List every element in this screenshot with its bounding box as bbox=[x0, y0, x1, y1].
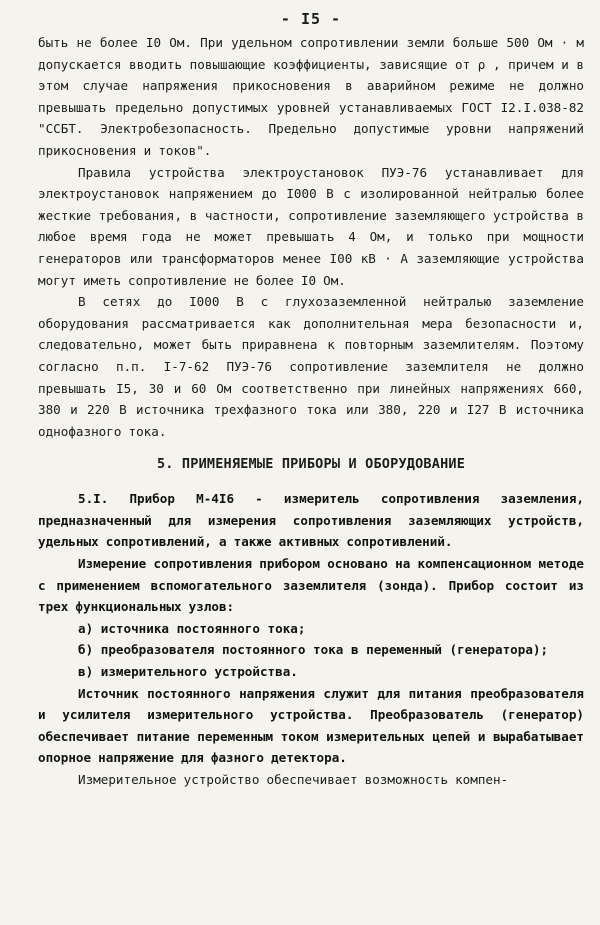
page-number: - I5 - bbox=[280, 10, 342, 28]
paragraph-grounding-resistance-limit: быть не более I0 Ом. При удельном сопротивлении земли больше 500 Ом · м допускается вводить повышающие коэффициенты, зависящие от ρ , причем и в этом случае напряжения прикосновения в аварийном режиме не должно превышать предельно допустимых уровней устанавливаемых ГОСТ I2.I.038-82 "ССБТ. Электробезопасность. Предельно допустимые уровни напряжений прикосновения и токов". bbox=[38, 35, 584, 158]
paragraph-measuring-device: Измерительное устройство обеспечивает возможность компен- bbox=[78, 772, 509, 787]
paragraph-device-m416: 5.I. Прибор М-4I6 - измеритель сопротивления заземления, предназначенный для измерения сопротивления заземляющих устройств, удельных сопротивлений, а также активных сопротивлений. bbox=[38, 491, 584, 550]
list-item: в) измерительного устройства. bbox=[78, 664, 298, 680]
paragraph-measurement-method: Измерение сопротивления прибором основано на компенсационном методе с применением вспомогательного заземлителя (зонда). Прибор состоит из трех функциональных узлов: bbox=[38, 556, 584, 615]
list-item: а) источника постоянного тока; bbox=[78, 620, 306, 636]
section-heading: 5. ПРИМЕНЯЕМЫЕ ПРИБОРЫ И ОБОРУДОВАНИЕ bbox=[156, 456, 466, 473]
paragraph-grounded-neutral: В сетях до I000 В с глухозаземленной нейтралью заземление оборудования рассматривается как дополнительная мера безопасности и, следовательно, может быть приравнена к повторным заземлителям. Поэтому согласно п.п. I-7-62 ПУЭ-76 сопротивление заземлителя не должно превышать I5, 30 и 60 Ом соответственно при линейных напряжениях 660, 380 и 220 В источника трехфазного тока или 380, 220 и I27 В источника однофазного тока. bbox=[38, 294, 584, 439]
paragraph-pue-rules: Правила устройства электроустановок ПУЭ-76 устанавливает для электроустановок напряжением до I000 В с изолированной нейтралью более жесткие требования, в частности, сопротивление заземляющего устройства в любое время года не может превышать 4 Ом, и только при мощности генераторов или трансформаторов менее I00 кВ · А заземляющие устройства могут иметь сопротивление не более I0 Ом. bbox=[38, 164, 584, 288]
paragraph-power-source: Источник постоянного напряжения служит для питания преобразователя и усилителя измерительного устройства. Преобразователь (генератор) обеспечивает питание переменным током измерительных цепей и вырабатывает опорное напряжение для фазного детектора. bbox=[38, 685, 584, 766]
list-item: б) преобразователя постоянного тока в переменный (генератора); bbox=[78, 642, 549, 658]
